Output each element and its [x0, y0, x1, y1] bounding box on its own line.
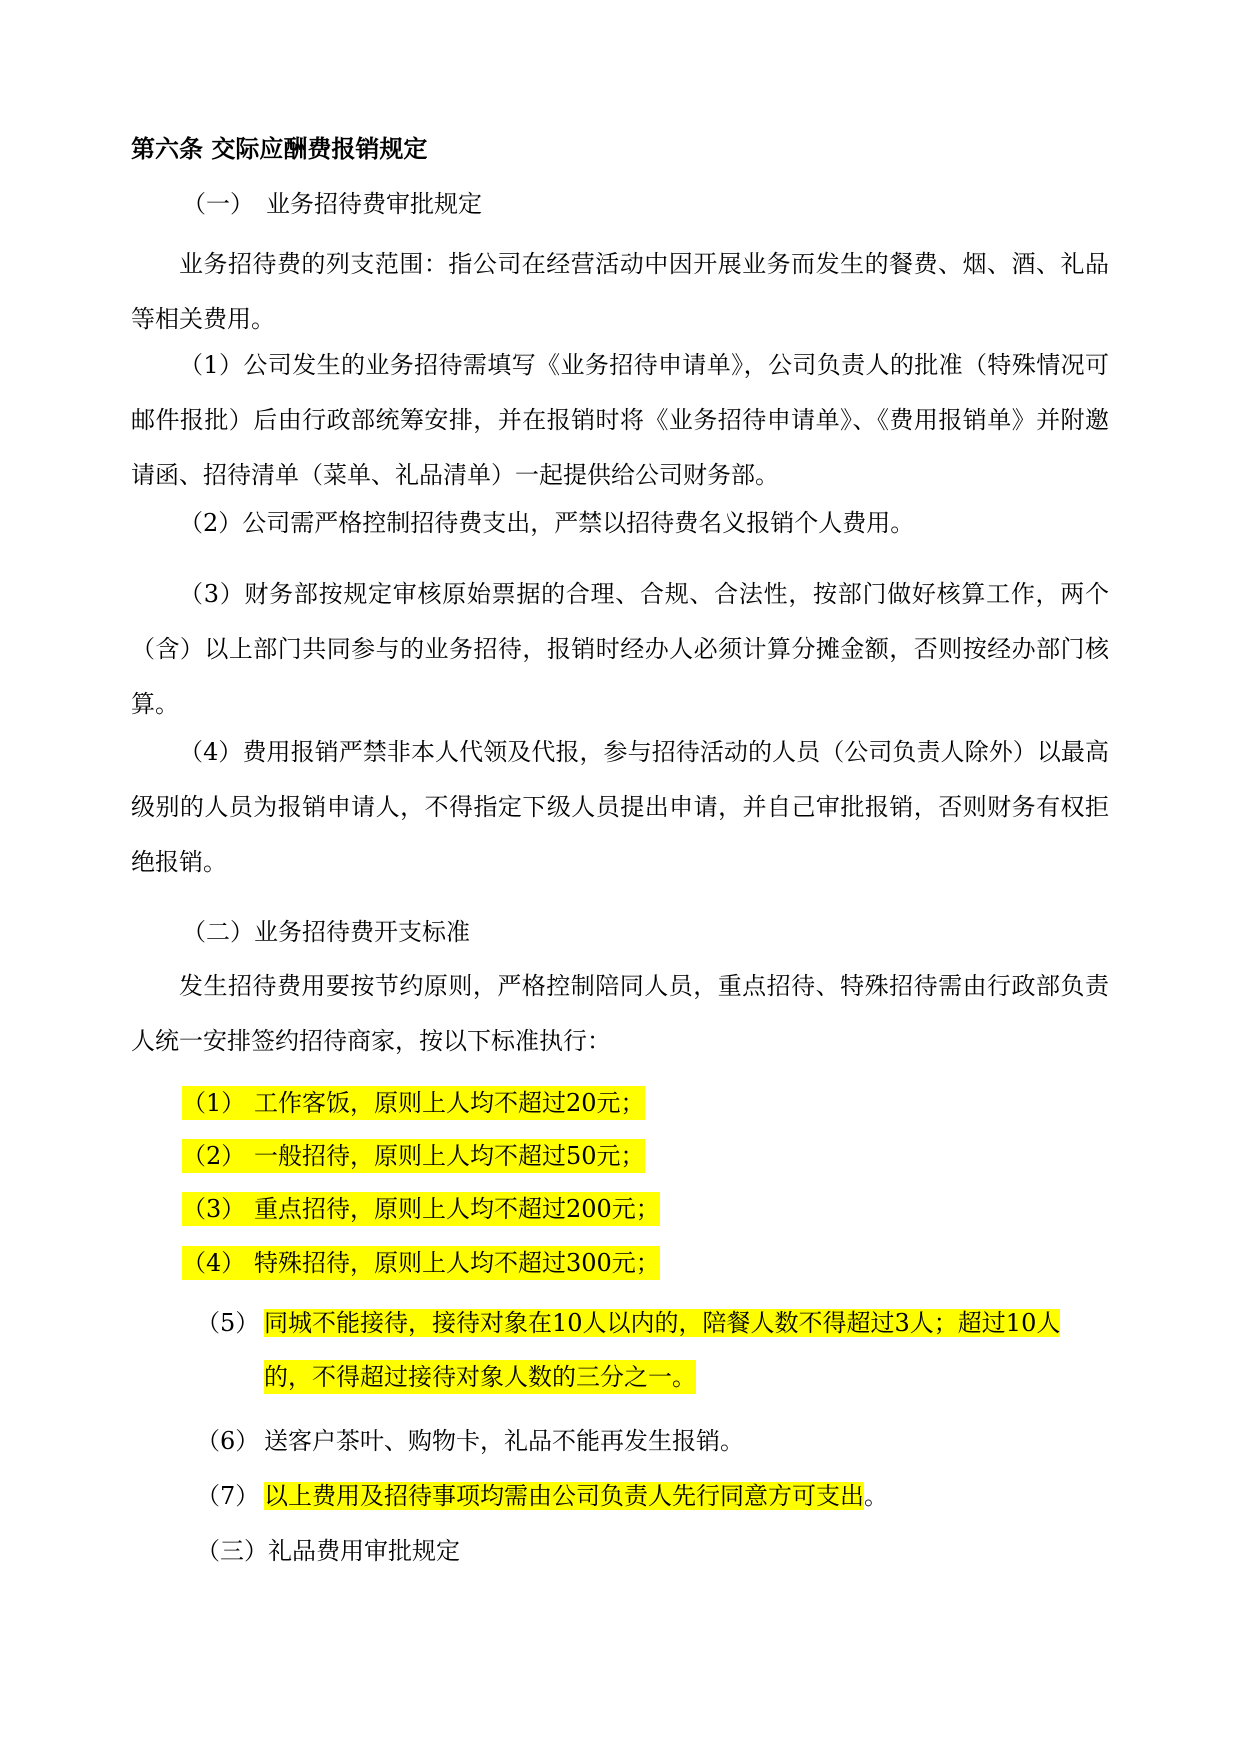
standard-number: （2）: [182, 1142, 246, 1170]
section-title: 第六条 交际应酬费报销规定: [131, 135, 428, 163]
standard-item-2: [182, 1139, 645, 1173]
standard-text: 以上费用及招待事项均需由公司负责人先行同意方可支出: [264, 1482, 864, 1510]
subsection-heading-2: （二）业务招待费开支标准: [182, 918, 470, 946]
standard-number: （4）: [182, 1249, 246, 1277]
standard-item-5: [196, 1306, 1060, 1340]
standards-intro: 发生招待费用要按节约原则，严格控制陪同人员，重点招待、特殊招待需由行政部负责人统一安排签约招待商家，按以下标准执行：: [131, 972, 1109, 1055]
scope-paragraph: 业务招待费的列支范围：指公司在经营活动中因开展业务而发生的餐费、烟、酒、礼品等相关费用。: [131, 250, 1109, 333]
approval-item-3: （3）财务部按规定审核原始票据的合理、合规、合法性，按部门做好核算工作，两个（含）以上部门共同参与的业务招待，报销时经办人必须计算分摊金额，否则按经办部门核算。: [131, 580, 1109, 718]
standard-text: 一般招待，原则上人均不超过50元；: [254, 1142, 645, 1170]
standard-number: （1）: [182, 1089, 246, 1117]
standard-text-tail: 。: [864, 1482, 888, 1510]
subsection-heading-3: （三）礼品费用审批规定: [196, 1537, 460, 1565]
approval-item-2: （2）公司需严格控制招待费支出，严禁以招待费名义报销个人费用。: [179, 509, 915, 537]
standard-text: 特殊招待，原则上人均不超过300元；: [254, 1249, 660, 1277]
standard-number: （7）: [196, 1482, 260, 1510]
subsection-heading-1: （一） 业务招待费审批规定: [182, 190, 482, 218]
standard-number: （5）: [196, 1309, 260, 1337]
standard-item-5-continued: 的，不得超过接待对象人数的三分之一。: [264, 1360, 696, 1394]
standard-text: 送客户茶叶、购物卡，礼品不能再发生报销。: [264, 1427, 744, 1455]
standard-text: 工作客饭，原则上人均不超过20元；: [254, 1089, 645, 1117]
approval-item-4: （4）费用报销严禁非本人代领及代报，参与招待活动的人员（公司负责人除外）以最高级别的人员为报销申请人，不得指定下级人员提出申请，并自己审批报销，否则财务有权拒绝报销。: [131, 738, 1109, 876]
approval-item-1: （1）公司发生的业务招待需填写《业务招待申请单》，公司负责人的批准（特殊情况可邮件报批）后由行政部统筹安排，并在报销时将《业务招待申请单》、《费用报销单》并附邀请函、招待清单（菜单、礼品清单）一起提供给公司财务部。: [131, 351, 1109, 489]
standard-item-4: [182, 1246, 660, 1280]
standard-item-7: [196, 1479, 888, 1513]
standard-number: （3）: [182, 1195, 246, 1223]
standard-item-6: [196, 1424, 744, 1458]
standard-text: 同城不能接待，接待对象在10人以内的，陪餐人数不得超过3人；超过10人: [264, 1309, 1061, 1337]
standard-item-1: [182, 1086, 645, 1120]
standard-item-3: [182, 1192, 660, 1226]
standard-text: 重点招待，原则上人均不超过200元；: [254, 1195, 660, 1223]
standard-number: （6）: [196, 1427, 260, 1455]
